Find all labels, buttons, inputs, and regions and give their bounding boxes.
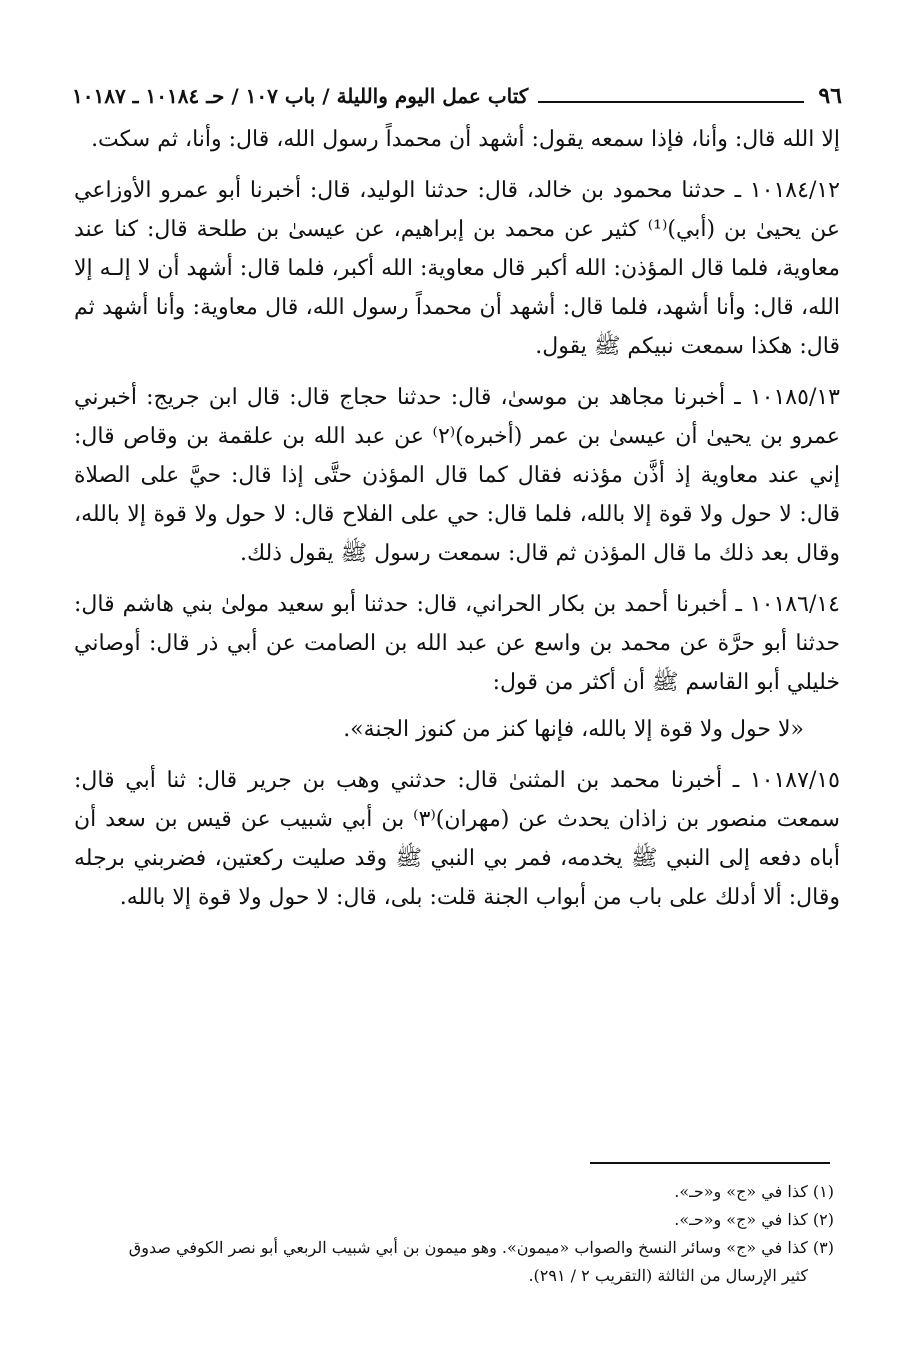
- hadith-quote: «لا حول ولا قوة إلا بالله، فإنها كنز من كنوز الجنة».: [343, 717, 804, 742]
- footnote-2: (٢) كذا في «ج» و«حـ».: [674, 1210, 834, 1229]
- hadith-10184: ١٠١٨٤/١٢ ـ حدثنا محمود بن خالد، قال: حدثنا الوليد، قال: أخبرنا أبو عمرو الأوزاعي عن يحيىٰ بن (أبي)⁽¹⁾ كثير عن محمد بن إبراهيم، عن عيسىٰ بن طلحة قال: كنا عند معاوية، فلما قال المؤذن: الله أكبر قال معاوية: الله أكبر، فلما قال: أشهد أن لا إلـه إلا الله، قال: وأنا أشهد، فلما قال: أشهد أن محمداً رسول الله، قال معاوية: وأنا أشهد ثم قال: هكذا سمعت نبيكم ﷺ يقول.: [74, 178, 840, 359]
- footnote-3-text: (٣) كذا في «ج» وسائر النسخ والصواب «ميمون». وهو ميمون بن أبي شبيب الربعي أبو نصر الكوفي صدوق: [128, 1238, 834, 1257]
- running-header: [72, 74, 842, 108]
- hadith-10187: ١٠١٨٧/١٥ ـ أخبرنا محمد بن المثنىٰ قال: حدثني وهب بن جرير قال: ثنا أبي قال: سمعت منصور بن زاذان يحدث عن (مهران)⁽٣⁾ بن أبي شبيب عن قيس بن سعد أن أباه دفعه إلى النبي ﷺ يخدمه، فمر بي النبي ﷺ وقد صليت ركعتين، فضربني برجله وقال: ألا أدلك على باب من أبواب الجنة قلت: بلى، قال: لا حول ولا قوة إلا بالله.: [74, 768, 840, 910]
- footnote-separator: [590, 1162, 830, 1164]
- footnotes: [78, 1178, 834, 1290]
- footnote-1: (١) كذا في «ج» و«حـ».: [674, 1182, 834, 1201]
- running-title: كتاب عمل اليوم والليلة / باب ١٠٧ / حـ ١٠١٨٤ ـ ١٠١٨٧: [72, 84, 529, 108]
- page-number: ٩٦: [818, 83, 842, 109]
- footnote-3-continued: كثير الإرسال من الثالثة (التقريب ٢ / ٢٩١).: [528, 1266, 808, 1285]
- main-text: [74, 120, 840, 917]
- footnote-3: [78, 1234, 834, 1290]
- paragraph-continuation: إلا الله قال: وأنا، فإذا سمعه يقول: أشهد أن محمداً رسول الله، قال: وأنا، ثم سكت.: [91, 127, 840, 152]
- header-rule: [538, 101, 804, 103]
- hadith-10185: ١٠١٨٥/١٣ ـ أخبرنا مجاهد بن موسىٰ، قال: حدثنا حجاج قال: قال ابن جريج: أخبرني عمرو بن يحيىٰ أن عيسىٰ بن عمر (أخبره)⁽٢⁾ عن عبد الله بن علقمة بن وقاص قال: إني عند معاوية إذ أذَّن مؤذنه فقال كما قال المؤذن حتَّى إذا قال: حيَّ على الصلاة قال: لا حول ولا قوة إلا بالله، فلما قال: حي على الفلاح قال: لا حول ولا قوة إلا بالله، وقال بعد ذلك ما قال المؤذن ثم قال: سمعت رسول ﷺ يقول ذلك.: [74, 385, 841, 566]
- hadith-10186: ١٠١٨٦/١٤ ـ أخبرنا أحمد بن بكار الحراني، قال: حدثنا أبو سعيد مولىٰ بني هاشم قال: حدثنا أبو حرَّة عن محمد بن واسع عن عبد الله بن الصامت عن أبي ذر قال: أوصاني خليلي أبو القاسم ﷺ أن أكثر من قول:: [74, 592, 840, 695]
